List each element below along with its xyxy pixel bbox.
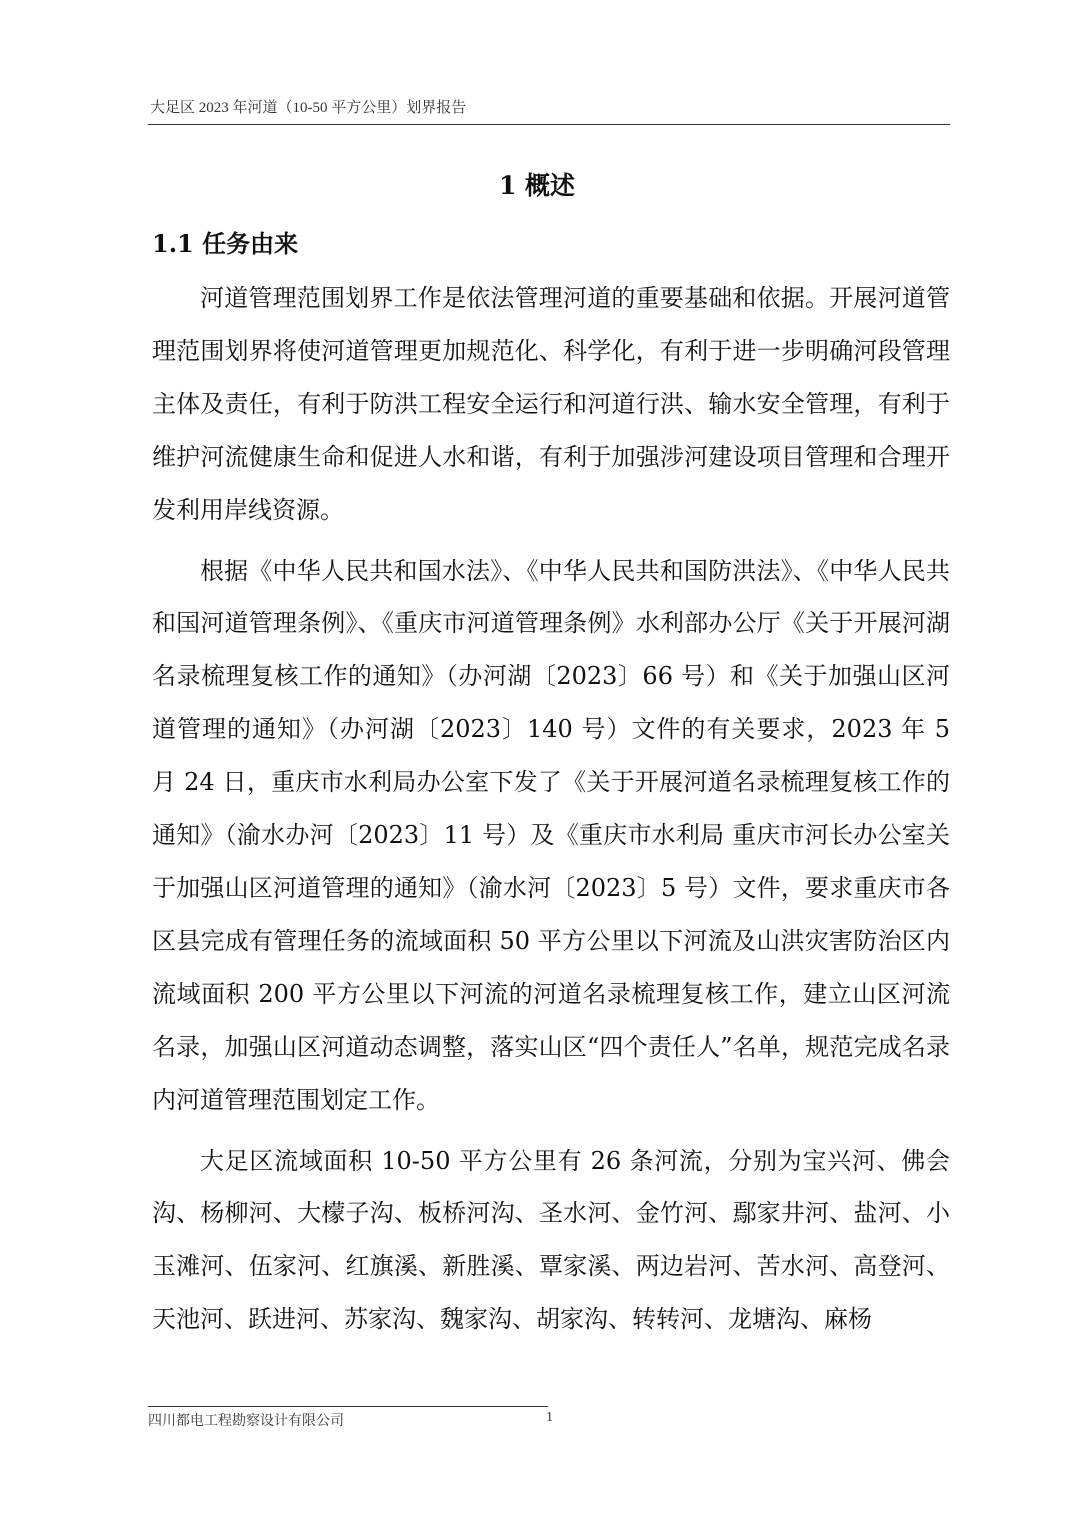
chapter-title: 1 概述 [498, 171, 576, 200]
footer-company: 四川都电工程勘察设计有限公司 [148, 1414, 344, 1429]
footer-divider [148, 1406, 548, 1407]
body-text [152, 272, 950, 1354]
paragraph: 河道管理范围划界工作是依法管理河道的重要基础和依据。开展河道管理范围划界将使河道管理更加规范化、科学化，有利于进一步明确河段管理主体及责任，有利于防洪工程安全运行和河道行洪、输水安全管理，有利于维护河流健康生命和促进人水和谐，有利于加强涉河建设项目管理和合理开发利用岸线资源。 [152, 284, 950, 524]
header-divider [148, 124, 950, 125]
page-number: 1 [546, 1410, 553, 1425]
section-title: 1.1 任务由来 [152, 229, 299, 258]
running-header: 大足区 2023 年河道（10-50 平方公里）划界报告 [150, 100, 467, 116]
paragraph: 大足区流域面积 10-50 平方公里有 26 条河流，分别为宝兴河、佛会沟、杨柳河、大檬子沟、板桥河沟、圣水河、金竹河、鄢家井河、盐河、小玉滩河、伍家河、红旗溪、新胜溪、覃家溪、两边岩河、苦水河、高登河、天池河、跃进河、苏家沟、魏家沟、胡家沟、转转河、龙塘沟、麻杨 [152, 1146, 950, 1334]
paragraph: 根据《中华人民共和国水法》、《中华人民共和国防洪法》、《中华人民共和国河道管理条例》、《重庆市河道管理条例》水利部办公厅《关于开展河湖名录梳理复核工作的通知》（办河湖〔2023〕66 号）和《关于加强山区河道管理的通知》（办河湖〔2023〕140 号）文件的有关要求，2023 年 5 月 24 日，重庆市水利局办公室下发了《关于开展河道名录梳理复核工作的通知》（渝水办河〔2023〕11 号）及《重庆市水利局 重庆市河长办公室关于加强山区河道管理的通知》（渝水河〔2023〕5 号）文件，要求重庆市各区县完成有管理任务的流域面积 50 平方公里以下河流及山洪灾害防治区内流域面积 200 平方公里以下河流的河道名录梳理复核工作，建立山区河流名录，加强山区河道动态调整，落实山区“四个责任人”名单，规范完成名录内河道管理范围划定工作。 [152, 556, 950, 1114]
